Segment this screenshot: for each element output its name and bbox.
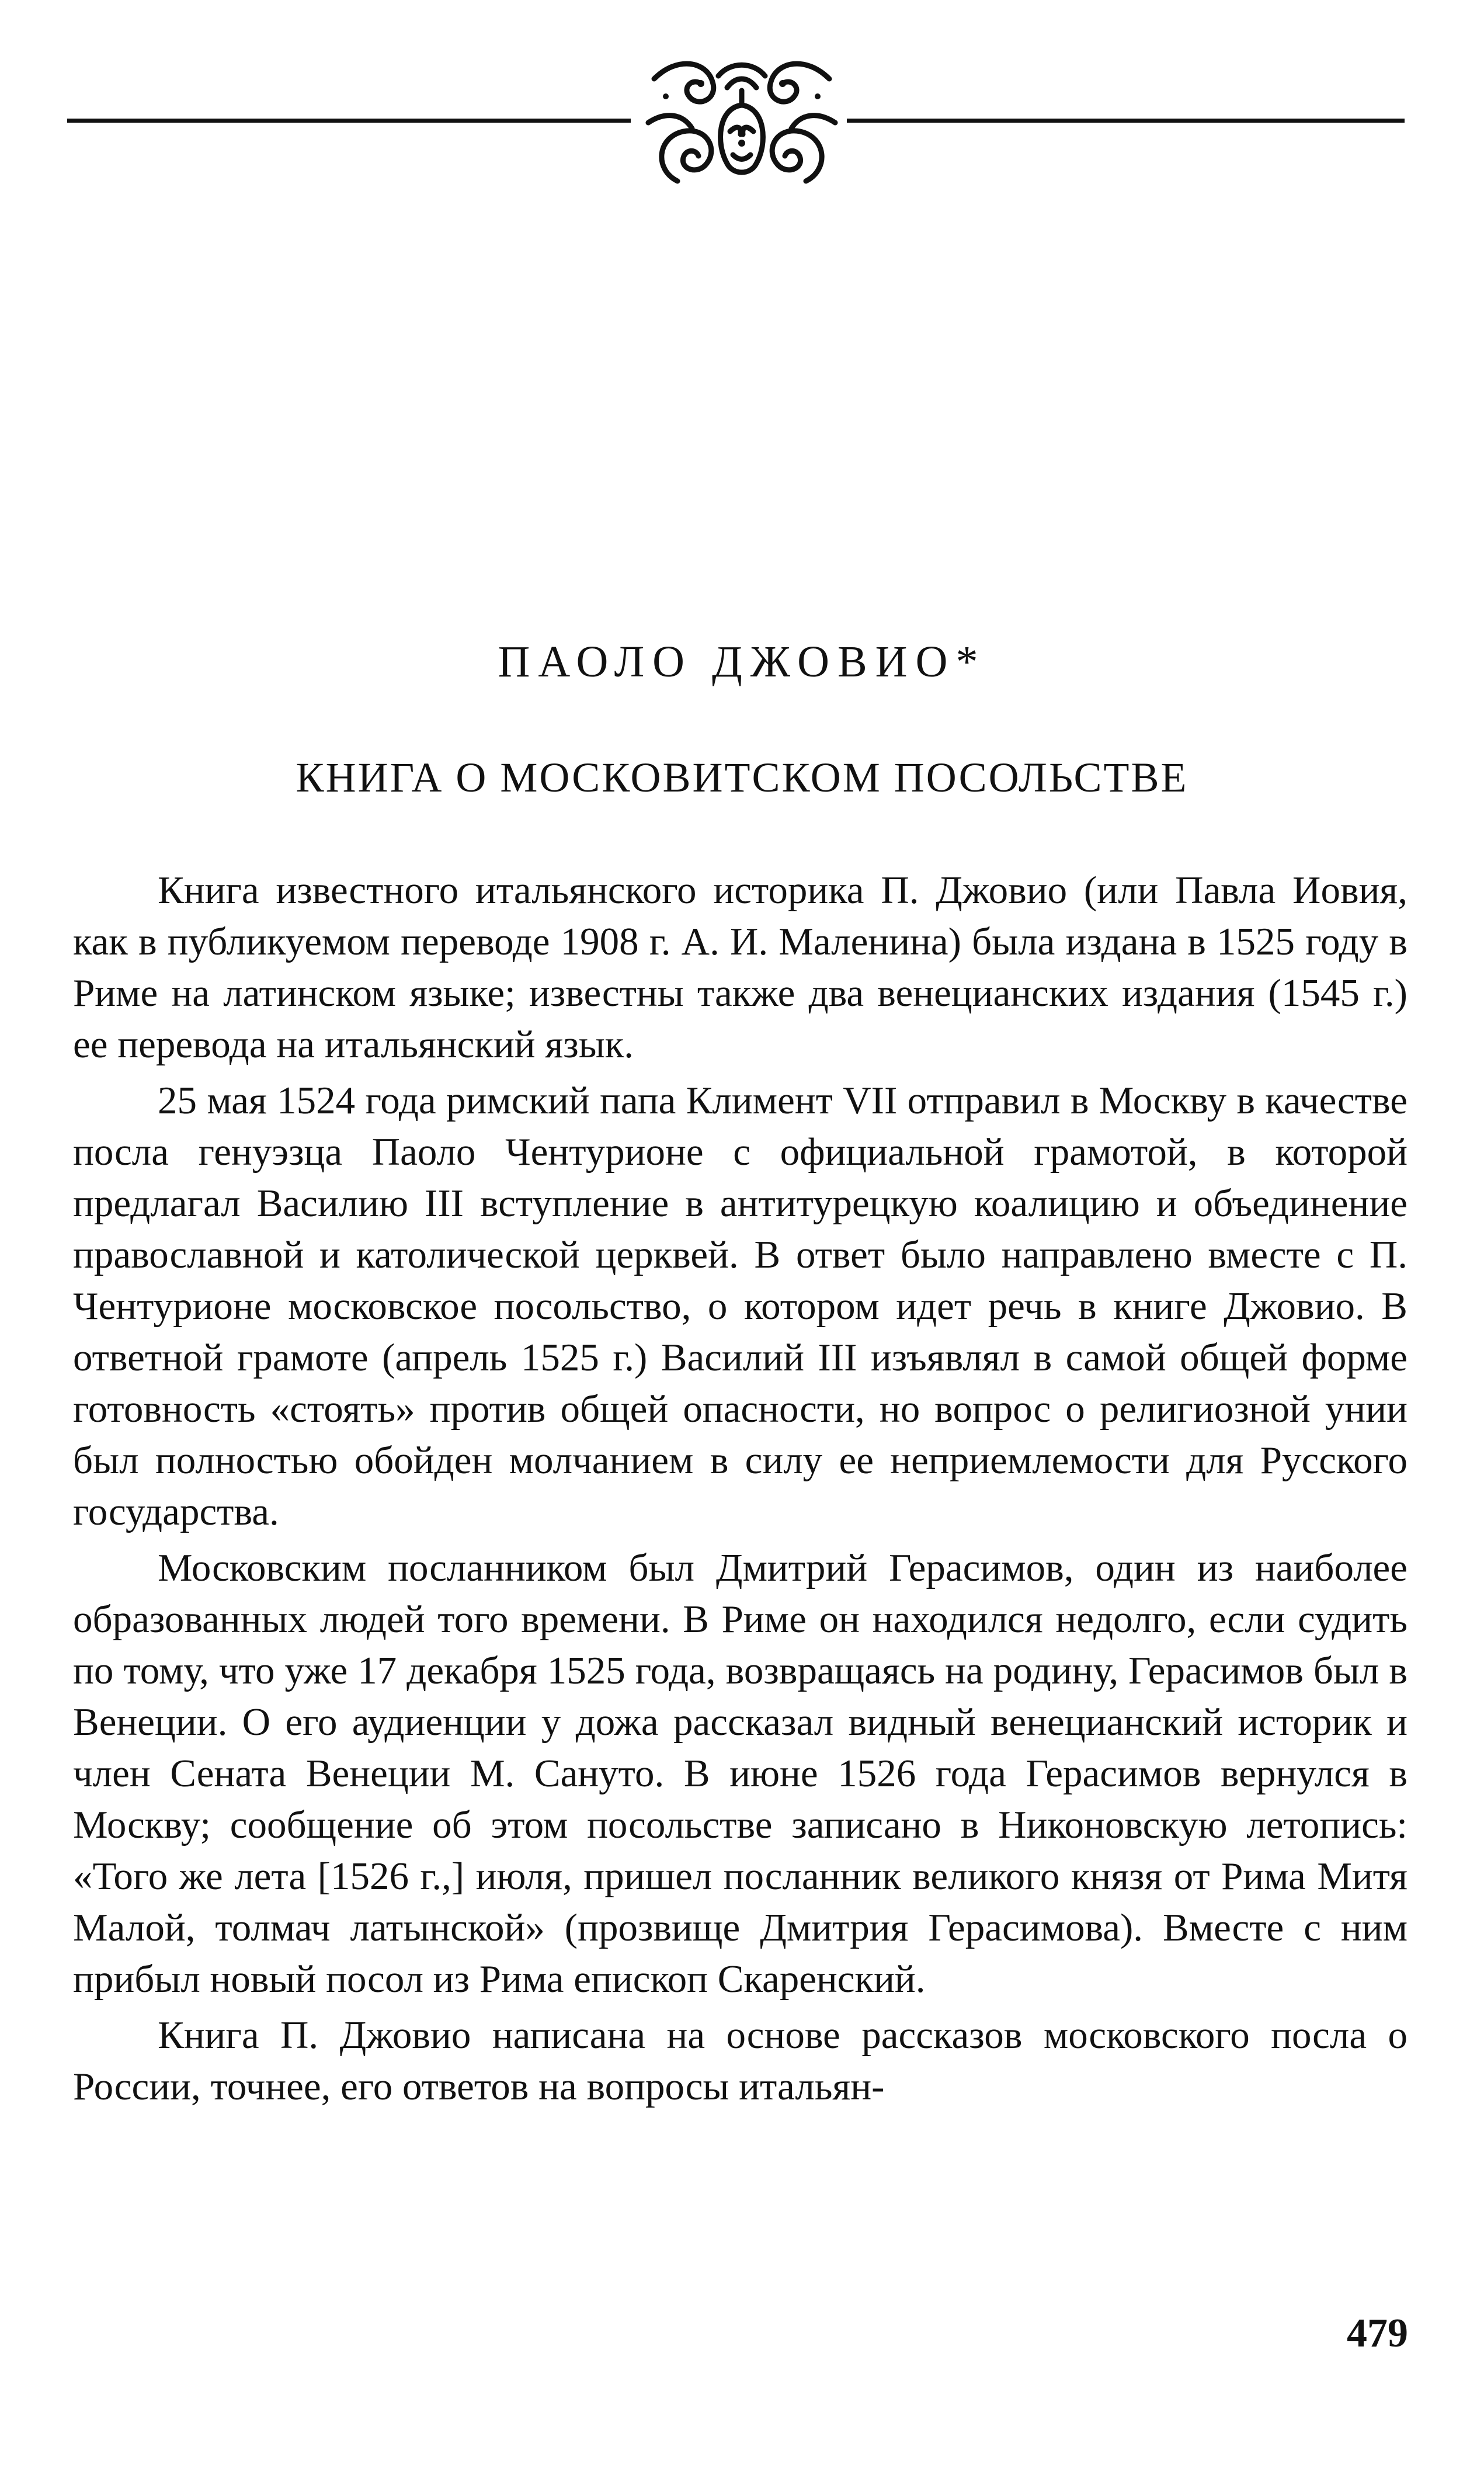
author-heading: ПАОЛО ДЖОВИО* (498, 637, 986, 686)
paragraph: Московским посланником был Дмитрий Герасимов, один из наиболее образованных людей того времени. В Риме он находился недолго, если судить по тому, что уже 17 декабря 1525 года, возвращаясь на родину, Герасимов был в Венеции. О его аудиенции у дожа рассказал видный венецианский историк и член Сената Венеции М. Сануто. В июне 1526 года Герасимов вернулся в Москву; сообщение об этом посольстве записано в Никоновскую летопись: «Того же лета [1526 г.,] июля, пришел посланник великого князя от Рима Митя Малой, толмач латынской» (прозвище Дмитрия Герасимова). Вместе с ним прибыл новый посол из Рима епископ Скаренский. (73, 1546, 1407, 2001)
page-number: 479 (1347, 2311, 1408, 2356)
book-title: КНИГА О МОСКОВИТСКОМ ПОСОЛЬСТВЕ (296, 754, 1188, 801)
paragraph: Книга П. Джовио написана на основе рассказов московского посла о России, точнее, его ответов на вопросы итальян- (73, 2014, 1407, 2108)
headpiece-rule-left (67, 119, 631, 123)
headpiece-rule-right (847, 119, 1405, 123)
decorative-headpiece-icon (642, 55, 841, 190)
paragraph: 25 мая 1524 года римский папа Климент VII отправил в Москву в качестве посла генуэзца Паоло Чентурионе с официальной грамотой, в которой предлагал Василию III вступление в антитурецкую коалицию и объединение православной и католической церквей. В ответ было направлено вместе с П. Чентурионе московское посольство, о котором идет речь в книге Джовио. В ответной грамоте (апрель 1525 г.) Василий III изъявлял в самой общей форме готовность «стоять» против общей опасности, но вопрос о религиозной унии был полностью обойден молчанием в силу ее неприемлемости для Русского государства. (73, 1079, 1407, 1533)
paragraph: Книга известного итальянского историка П. Джовио (или Павла Иовия, как в публикуемом переводе 1908 г. А. И. Маленина) была издана в 1525 году в Риме на латинском языке; известны также два венецианских издания (1545 г.) ее перевода на итальянский язык. (73, 869, 1407, 1066)
headpiece (67, 55, 1405, 190)
body-text (73, 865, 1407, 2117)
